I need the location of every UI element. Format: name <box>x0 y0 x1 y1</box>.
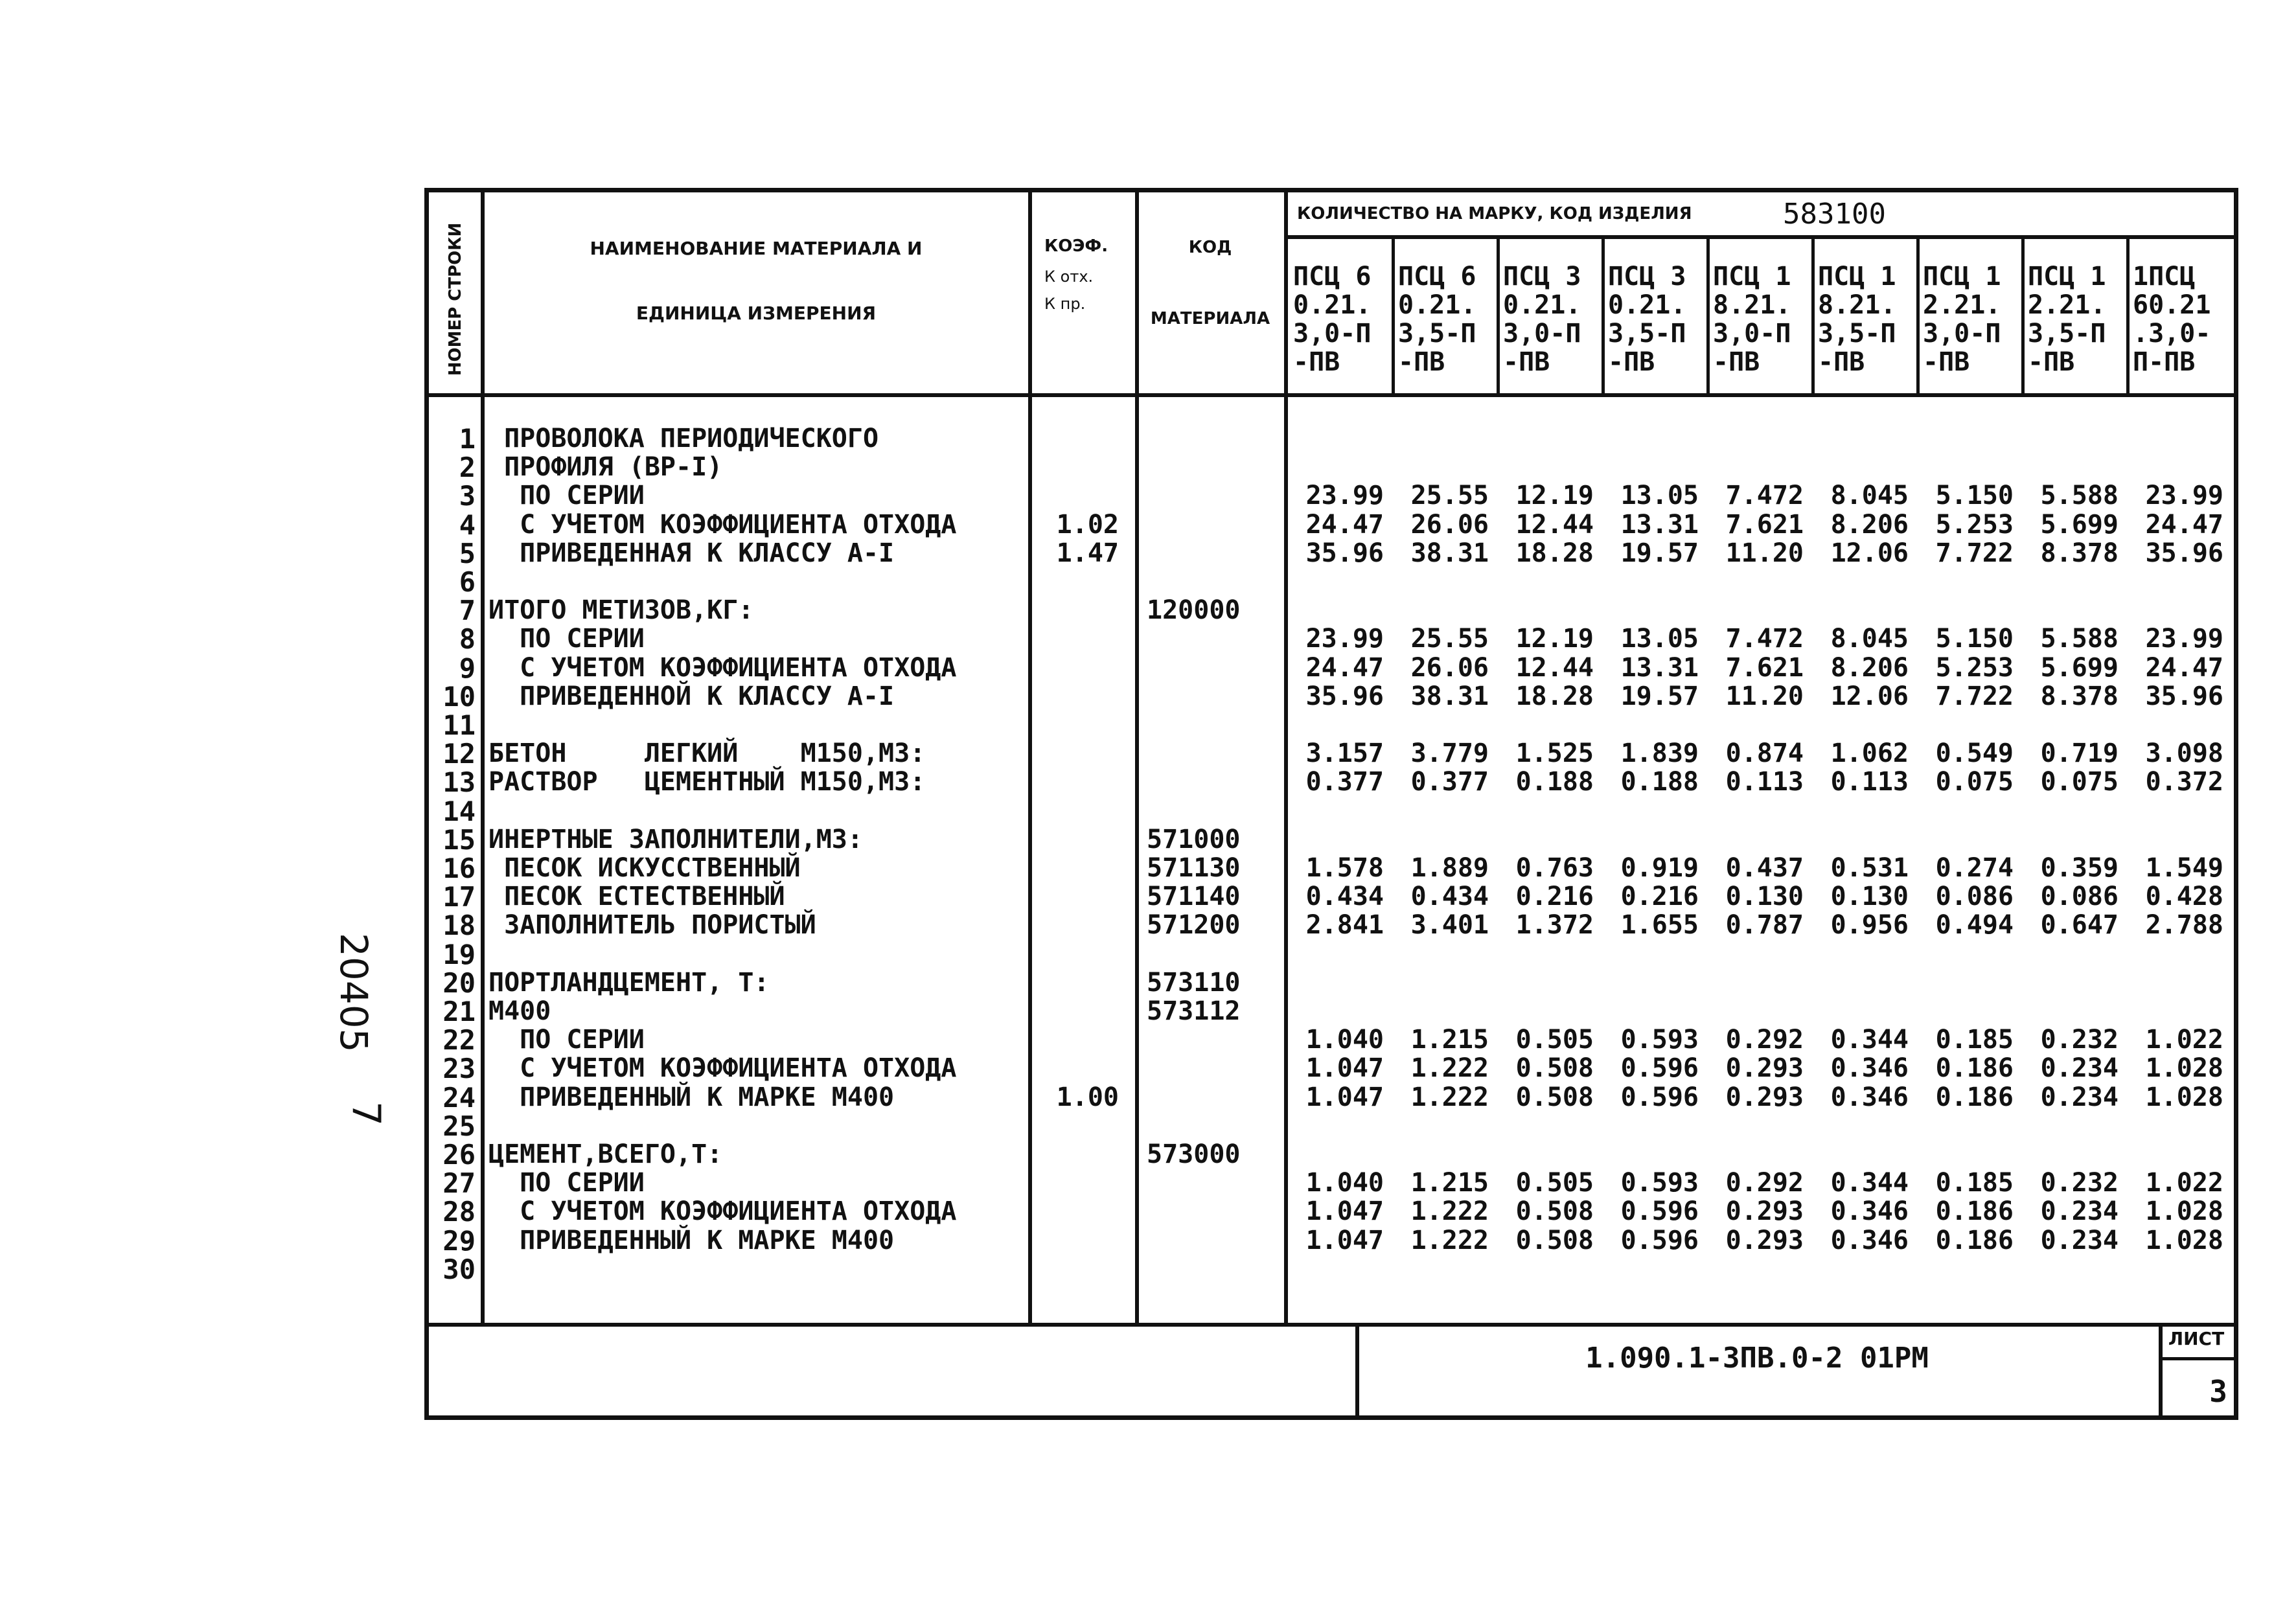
side-mark: 7 <box>343 1101 389 1127</box>
footer-rule <box>429 1323 2234 1327</box>
material-name: ПРИВЕДЕННОЙ К КЛАССУ А-I <box>488 681 895 711</box>
column-header-line: 3,0-П <box>1923 319 2001 349</box>
quantity-value: 25.55 <box>1410 481 1489 511</box>
column-header-line: ПСЦ 1 <box>1818 262 1896 292</box>
quantity-value: 8.206 <box>1830 509 1909 540</box>
row-number: 22 <box>442 1024 476 1057</box>
quantity-value: 8.378 <box>2040 538 2119 568</box>
quantity-value: 1.047 <box>1305 1225 1384 1255</box>
quantity-value: 35.96 <box>1305 538 1384 568</box>
column-header-line: -ПВ <box>1818 347 1865 377</box>
code-header-2: МАТЕРИАЛА <box>1150 309 1270 328</box>
row-number: 28 <box>442 1196 476 1228</box>
quantity-value: 0.596 <box>1620 1082 1699 1112</box>
row-number: 1 <box>459 423 476 455</box>
column-header <box>1818 262 1896 376</box>
quantity-value: 0.185 <box>1935 1025 2014 1055</box>
quantity-value: 2.841 <box>1305 910 1384 941</box>
quantity-value: 0.130 <box>1830 882 1909 912</box>
quantity-value: 0.086 <box>1935 882 2014 912</box>
material-name: РАСТВОР ЦЕМЕНТНЫЙ М150,М3: <box>488 767 926 797</box>
quantity-value: 25.55 <box>1410 624 1489 654</box>
column-header-line: 3,5-П <box>1608 319 1686 349</box>
column-header-line: ПСЦ 6 <box>1398 262 1476 292</box>
quantity-value: 5.699 <box>2040 652 2119 683</box>
column-divider <box>2126 235 2130 393</box>
quantity-value: 0.232 <box>2040 1168 2119 1198</box>
quantity-value: 0.344 <box>1830 1168 1909 1198</box>
qty-header: КОЛИЧЕСТВО НА МАРКУ, КОД ИЗДЕЛИЯ <box>1297 204 1692 223</box>
column-header-line: 2.21. <box>1923 290 2001 320</box>
column-header-line: 3,5-П <box>1398 319 1476 349</box>
row-number: 17 <box>442 881 476 913</box>
quantity-value: 24.47 <box>1305 652 1384 683</box>
column-header-line: -ПВ <box>1293 347 1340 377</box>
quantity-value: 0.274 <box>1935 853 2014 883</box>
quantity-value: 23.99 <box>2145 481 2223 511</box>
quantity-value: 0.186 <box>1935 1225 2014 1255</box>
quantity-value: 0.508 <box>1515 1053 1594 1084</box>
quantity-value: 13.31 <box>1620 652 1699 683</box>
quantity-value: 1.040 <box>1305 1025 1384 1055</box>
quantity-value: 0.292 <box>1725 1025 1804 1055</box>
column-header-line: 3,5-П <box>2028 319 2106 349</box>
quantity-value: 3.779 <box>1410 738 1489 769</box>
row-number: 4 <box>459 509 476 541</box>
quantity-value: 0.434 <box>1410 882 1489 912</box>
column-header <box>1923 262 2001 376</box>
material-name: ПРИВЕДЕННАЯ К КЛАССУ А-I <box>488 538 895 568</box>
row-number: 11 <box>442 709 476 741</box>
material-name: ЦЕМЕНТ,ВСЕГО,Т: <box>488 1139 723 1169</box>
quantity-value: 7.621 <box>1725 509 1804 540</box>
quantity-value: 0.377 <box>1305 767 1384 797</box>
quantity-value: 0.919 <box>1620 853 1699 883</box>
quantity-value: 3.098 <box>2145 738 2223 769</box>
row-number: 2 <box>459 452 476 484</box>
quantity-value: 1.040 <box>1305 1168 1384 1198</box>
quantity-value: 13.05 <box>1620 481 1699 511</box>
column-header-line: -ПВ <box>1398 347 1445 377</box>
quantity-value: 0.596 <box>1620 1196 1699 1227</box>
row-number: 26 <box>442 1139 476 1171</box>
quantity-value: 0.377 <box>1410 767 1489 797</box>
quantity-value: 1.028 <box>2145 1053 2223 1084</box>
quantity-value: 18.28 <box>1515 681 1594 711</box>
material-name: ПО СЕРИИ <box>488 1025 645 1055</box>
quantity-value: 0.186 <box>1935 1082 2014 1112</box>
quantity-value: 0.186 <box>1935 1196 2014 1227</box>
quantity-value: 24.47 <box>2145 652 2223 683</box>
quantity-value: 1.215 <box>1410 1168 1489 1198</box>
quantity-value: 0.234 <box>2040 1225 2119 1255</box>
grid-line <box>1284 192 1288 1323</box>
column-header <box>1398 262 1476 376</box>
quantity-value: 35.96 <box>2145 538 2223 568</box>
quantity-value: 12.44 <box>1515 509 1594 540</box>
material-name: ПРОФИЛЯ (ВР-I) <box>488 452 723 483</box>
quantity-value: 1.222 <box>1410 1196 1489 1227</box>
koef-value: 1.47 <box>1056 538 1119 568</box>
quantity-value: 0.234 <box>2040 1053 2119 1084</box>
quantity-value: 0.437 <box>1725 853 1804 883</box>
quantity-value: 1.022 <box>2145 1025 2223 1055</box>
quantity-value: 0.434 <box>1305 882 1384 912</box>
quantity-value: 7.722 <box>1935 538 2014 568</box>
quantity-value: 12.44 <box>1515 652 1594 683</box>
qty-header-rule <box>1284 235 2234 239</box>
quantity-value: 1.222 <box>1410 1053 1489 1084</box>
column-header-line: 3,0-П <box>1713 319 1791 349</box>
footer-divider <box>1355 1323 1359 1420</box>
quantity-value: 5.588 <box>2040 481 2119 511</box>
name-header-line-2: ЕДИНИЦА ИЗМЕРЕНИЯ <box>636 303 877 324</box>
quantity-value: 23.99 <box>2145 624 2223 654</box>
column-header-line: 0.21. <box>1503 290 1581 320</box>
material-code: 571140 <box>1147 882 1241 912</box>
quantity-value: 2.788 <box>2145 910 2223 941</box>
row-number: 7 <box>459 595 476 627</box>
quantity-value: 0.596 <box>1620 1225 1699 1255</box>
quantity-value: 1.047 <box>1305 1196 1384 1227</box>
material-name: С УЧЕТОМ КОЭФФИЦИЕНТА ОТХОДА <box>488 1053 957 1084</box>
material-code: 573112 <box>1147 996 1241 1026</box>
koef-header-2: К отх. <box>1044 268 1094 286</box>
quantity-value: 0.113 <box>1830 767 1909 797</box>
column-divider <box>1916 235 1920 393</box>
quantity-value: 0.292 <box>1725 1168 1804 1198</box>
quantity-value: 12.06 <box>1830 681 1909 711</box>
quantity-value: 26.06 <box>1410 509 1489 540</box>
quantity-value: 7.472 <box>1725 481 1804 511</box>
material-name: ПЕСОК ЕСТЕСТВЕННЫЙ <box>488 882 785 912</box>
column-header <box>1713 262 1791 376</box>
quantity-value: 3.401 <box>1410 910 1489 941</box>
quantity-value: 0.293 <box>1725 1225 1804 1255</box>
column-header-line: 0.21. <box>1293 290 1372 320</box>
quantity-value: 0.372 <box>2145 767 2223 797</box>
quantity-value: 1.655 <box>1620 910 1699 941</box>
material-name: ПРОВОЛОКА ПЕРИОДИЧЕСКОГО <box>488 424 879 453</box>
material-code: 573110 <box>1147 967 1241 998</box>
column-header <box>1608 262 1686 376</box>
quantity-value: 8.045 <box>1830 624 1909 654</box>
row-number: 12 <box>442 738 476 770</box>
row-number: 5 <box>459 537 476 569</box>
quantity-value: 0.956 <box>1830 910 1909 941</box>
quantity-value: 18.28 <box>1515 538 1594 568</box>
quantity-value: 0.346 <box>1830 1225 1909 1255</box>
sheet-label: ЛИСТ <box>2168 1328 2225 1349</box>
quantity-value: 0.719 <box>2040 738 2119 769</box>
material-code: 571200 <box>1147 910 1241 941</box>
column-header-line: 8.21. <box>1818 290 1896 320</box>
material-name: ПЕСОК ИСКУССТВЕННЫЙ <box>488 853 801 883</box>
quantity-value: 1.839 <box>1620 738 1699 769</box>
sheet-label-rule <box>2159 1357 2234 1360</box>
quantity-value: 7.722 <box>1935 681 2014 711</box>
quantity-value: 1.222 <box>1410 1225 1489 1255</box>
material-name: ПО СЕРИИ <box>488 1168 645 1198</box>
column-divider <box>1497 235 1500 393</box>
column-header-line: .3,0- <box>2133 319 2211 349</box>
column-header <box>1503 262 1581 376</box>
row-number: 15 <box>442 823 476 856</box>
column-header-line: 3,5-П <box>1818 319 1896 349</box>
quantity-value: 35.96 <box>1305 681 1384 711</box>
quantity-value: 12.19 <box>1515 624 1594 654</box>
column-divider <box>2021 235 2025 393</box>
quantity-value: 0.359 <box>2040 853 2119 883</box>
quantity-value: 0.075 <box>2040 767 2119 797</box>
column-header-line: 2.21. <box>2028 290 2106 320</box>
column-header-line: ПСЦ 3 <box>1608 262 1686 292</box>
quantity-value: 8.378 <box>2040 681 2119 711</box>
quantity-value: 7.621 <box>1725 652 1804 683</box>
column-header-line: ПСЦ 1 <box>1713 262 1791 292</box>
column-divider <box>1811 235 1815 393</box>
row-number-header: НОМЕР СТРОКИ <box>446 222 465 376</box>
material-code: 571000 <box>1147 824 1241 854</box>
row-number: 18 <box>442 909 476 942</box>
quantity-value: 11.20 <box>1725 681 1804 711</box>
material-name: ИНЕРТНЫЕ ЗАПОЛНИТЕЛИ,М3: <box>488 824 863 854</box>
quantity-value: 0.293 <box>1725 1053 1804 1084</box>
row-number: 30 <box>442 1253 476 1285</box>
grid-line <box>481 192 485 1323</box>
quantity-value: 0.216 <box>1620 882 1699 912</box>
row-number: 14 <box>442 795 476 827</box>
material-name: ЗАПОЛНИТЕЛЬ ПОРИСТЫЙ <box>488 910 816 941</box>
quantity-value: 0.075 <box>1935 767 2014 797</box>
quantity-value: 35.96 <box>2145 681 2223 711</box>
column-header-line: -ПВ <box>1713 347 1760 377</box>
quantity-value: 0.593 <box>1620 1025 1699 1055</box>
column-header-line: 3,0-П <box>1293 319 1372 349</box>
quantity-value: 3.157 <box>1305 738 1384 769</box>
row-number: 3 <box>459 480 476 512</box>
quantity-value: 5.253 <box>1935 652 2014 683</box>
code-header-1: КОД <box>1188 238 1232 257</box>
quantity-value: 0.531 <box>1830 853 1909 883</box>
koef-value: 1.02 <box>1056 509 1119 540</box>
spec-sheet <box>424 188 2238 1420</box>
quantity-value: 0.346 <box>1830 1196 1909 1227</box>
quantity-value: 0.494 <box>1935 910 2014 941</box>
row-number: 27 <box>442 1167 476 1200</box>
row-number: 25 <box>442 1110 476 1142</box>
quantity-value: 0.130 <box>1725 882 1804 912</box>
material-name: ПРИВЕДЕННЫЙ К МАРКЕ М400 <box>488 1082 895 1112</box>
sheet-number: 3 <box>2209 1374 2227 1409</box>
column-header-line: 3,0-П <box>1503 319 1581 349</box>
grid-line <box>1028 192 1032 1323</box>
material-name: ПО СЕРИИ <box>488 624 645 654</box>
quantity-value: 0.232 <box>2040 1025 2119 1055</box>
quantity-value: 1.525 <box>1515 738 1594 769</box>
material-name: ПРИВЕДЕННЫЙ К МАРКЕ М400 <box>488 1225 895 1255</box>
row-number: 6 <box>459 566 476 598</box>
material-code: 573000 <box>1147 1139 1241 1169</box>
quantity-value: 0.234 <box>2040 1082 2119 1112</box>
quantity-value: 23.99 <box>1305 481 1384 511</box>
quantity-value: 26.06 <box>1410 652 1489 683</box>
quantity-value: 24.47 <box>1305 509 1384 540</box>
quantity-value: 0.428 <box>2145 882 2223 912</box>
quantity-value: 38.31 <box>1410 681 1489 711</box>
quantity-value: 5.253 <box>1935 509 2014 540</box>
column-header-line: ПСЦ 1 <box>2028 262 2106 292</box>
quantity-value: 0.763 <box>1515 853 1594 883</box>
quantity-value: 1.215 <box>1410 1025 1489 1055</box>
material-name: М400 <box>488 996 551 1026</box>
column-header-line: ПСЦ 3 <box>1503 262 1581 292</box>
quantity-value: 1.028 <box>2145 1196 2223 1227</box>
document-code: 1.090.1-3ПВ.0-2 01РМ <box>1585 1342 1929 1375</box>
quantity-value: 1.022 <box>2145 1168 2223 1198</box>
column-header-line: 0.21. <box>1398 290 1476 320</box>
column-header-line: ПСЦ 6 <box>1293 262 1372 292</box>
quantity-value: 0.293 <box>1725 1082 1804 1112</box>
column-header-line: -ПВ <box>1608 347 1655 377</box>
material-name: С УЧЕТОМ КОЭФФИЦИЕНТА ОТХОДА <box>488 652 957 683</box>
row-number: 8 <box>459 623 476 656</box>
header-rule <box>429 393 2234 397</box>
column-header <box>2133 262 2210 376</box>
material-name: БЕТОН ЛЕГКИЙ М150,М3: <box>488 738 926 769</box>
quantity-value: 0.508 <box>1515 1225 1594 1255</box>
row-number: 24 <box>442 1081 476 1114</box>
quantity-value: 7.472 <box>1725 624 1804 654</box>
name-header-line-1: НАИМЕНОВАНИЕ МАТЕРИАЛА И <box>590 238 923 259</box>
quantity-value: 1.889 <box>1410 853 1489 883</box>
quantity-value: 0.508 <box>1515 1082 1594 1112</box>
quantity-value: 1.222 <box>1410 1082 1489 1112</box>
column-header-line: -ПВ <box>1923 347 1970 377</box>
quantity-value: 1.028 <box>2145 1225 2223 1255</box>
material-name: С УЧЕТОМ КОЭФФИЦИЕНТА ОТХОДА <box>488 509 957 540</box>
quantity-value: 0.186 <box>1935 1053 2014 1084</box>
quantity-value: 0.188 <box>1515 767 1594 797</box>
material-name: ПОРТЛАНДЦЕМЕНТ, Т: <box>488 967 770 998</box>
quantity-value: 38.31 <box>1410 538 1489 568</box>
quantity-value: 0.596 <box>1620 1053 1699 1084</box>
column-header-line: 1ПСЦ <box>2133 262 2196 292</box>
quantity-value: 0.508 <box>1515 1196 1594 1227</box>
material-code: 120000 <box>1147 595 1241 626</box>
quantity-value: 11.20 <box>1725 538 1804 568</box>
quantity-value: 5.588 <box>2040 624 2119 654</box>
quantity-value: 23.99 <box>1305 624 1384 654</box>
quantity-value: 5.150 <box>1935 624 2014 654</box>
row-number: 16 <box>442 852 476 884</box>
column-divider <box>1602 235 1605 393</box>
material-name: С УЧЕТОМ КОЭФФИЦИЕНТА ОТХОДА <box>488 1196 957 1227</box>
material-name: ИТОГО МЕТИЗОВ,КГ: <box>488 595 754 626</box>
row-number: 9 <box>459 652 476 684</box>
column-divider <box>1706 235 1710 393</box>
quantity-value: 0.113 <box>1725 767 1804 797</box>
row-number: 21 <box>442 996 476 1027</box>
quantity-value: 19.57 <box>1620 538 1699 568</box>
quantity-value: 0.188 <box>1620 767 1699 797</box>
quantity-value: 0.505 <box>1515 1168 1594 1198</box>
column-header-line: -ПВ <box>2028 347 2075 377</box>
column-header <box>2028 262 2106 376</box>
quantity-value: 1.062 <box>1830 738 1909 769</box>
quantity-value: 12.06 <box>1830 538 1909 568</box>
column-header-line: -ПВ <box>1503 347 1550 377</box>
quantity-value: 0.593 <box>1620 1168 1699 1198</box>
product-code: 583100 <box>1783 198 1886 231</box>
quantity-value: 0.505 <box>1515 1025 1594 1055</box>
side-inventory-number: 20405 <box>332 933 376 1053</box>
grid-line <box>1135 192 1139 1323</box>
row-number: 29 <box>442 1224 476 1257</box>
quantity-value: 0.787 <box>1725 910 1804 941</box>
column-header <box>1293 262 1371 376</box>
row-number: 10 <box>442 680 476 713</box>
quantity-value: 0.234 <box>2040 1196 2119 1227</box>
quantity-value: 24.47 <box>2145 509 2223 540</box>
quantity-value: 0.874 <box>1725 738 1804 769</box>
material-name: ПО СЕРИИ <box>488 481 645 511</box>
quantity-value: 5.150 <box>1935 481 2014 511</box>
column-header-line: 8.21. <box>1713 290 1791 320</box>
quantity-value: 0.346 <box>1830 1082 1909 1112</box>
quantity-value: 1.028 <box>2145 1082 2223 1112</box>
quantity-value: 0.344 <box>1830 1025 1909 1055</box>
quantity-value: 0.647 <box>2040 910 2119 941</box>
column-header-line: ПСЦ 1 <box>1923 262 2001 292</box>
row-number: 20 <box>442 966 476 999</box>
quantity-value: 1.372 <box>1515 910 1594 941</box>
quantity-value: 0.185 <box>1935 1168 2014 1198</box>
material-code: 571130 <box>1147 853 1241 883</box>
koef-header-1: КОЭФ. <box>1044 236 1108 256</box>
quantity-value: 1.549 <box>2145 853 2223 883</box>
row-number: 13 <box>442 766 476 799</box>
quantity-value: 0.293 <box>1725 1196 1804 1227</box>
quantity-value: 5.699 <box>2040 509 2119 540</box>
quantity-value: 8.045 <box>1830 481 1909 511</box>
quantity-value: 13.05 <box>1620 624 1699 654</box>
column-header-line: 0.21. <box>1608 290 1686 320</box>
column-divider <box>1392 235 1395 393</box>
quantity-value: 1.047 <box>1305 1053 1384 1084</box>
quantity-value: 1.578 <box>1305 853 1384 883</box>
quantity-value: 1.047 <box>1305 1082 1384 1112</box>
quantity-value: 0.346 <box>1830 1053 1909 1084</box>
column-header-line: П-ПВ <box>2133 347 2196 377</box>
quantity-value: 8.206 <box>1830 652 1909 683</box>
quantity-value: 0.549 <box>1935 738 2014 769</box>
koef-value: 1.00 <box>1056 1082 1119 1112</box>
quantity-value: 19.57 <box>1620 681 1699 711</box>
quantity-value: 0.086 <box>2040 882 2119 912</box>
quantity-value: 0.216 <box>1515 882 1594 912</box>
quantity-value: 12.19 <box>1515 481 1594 511</box>
koef-header-3: К пр. <box>1044 295 1086 313</box>
row-number: 23 <box>442 1053 476 1085</box>
quantity-value: 13.31 <box>1620 509 1699 540</box>
row-number: 19 <box>442 938 476 970</box>
column-header-line: 60.21 <box>2133 290 2211 320</box>
